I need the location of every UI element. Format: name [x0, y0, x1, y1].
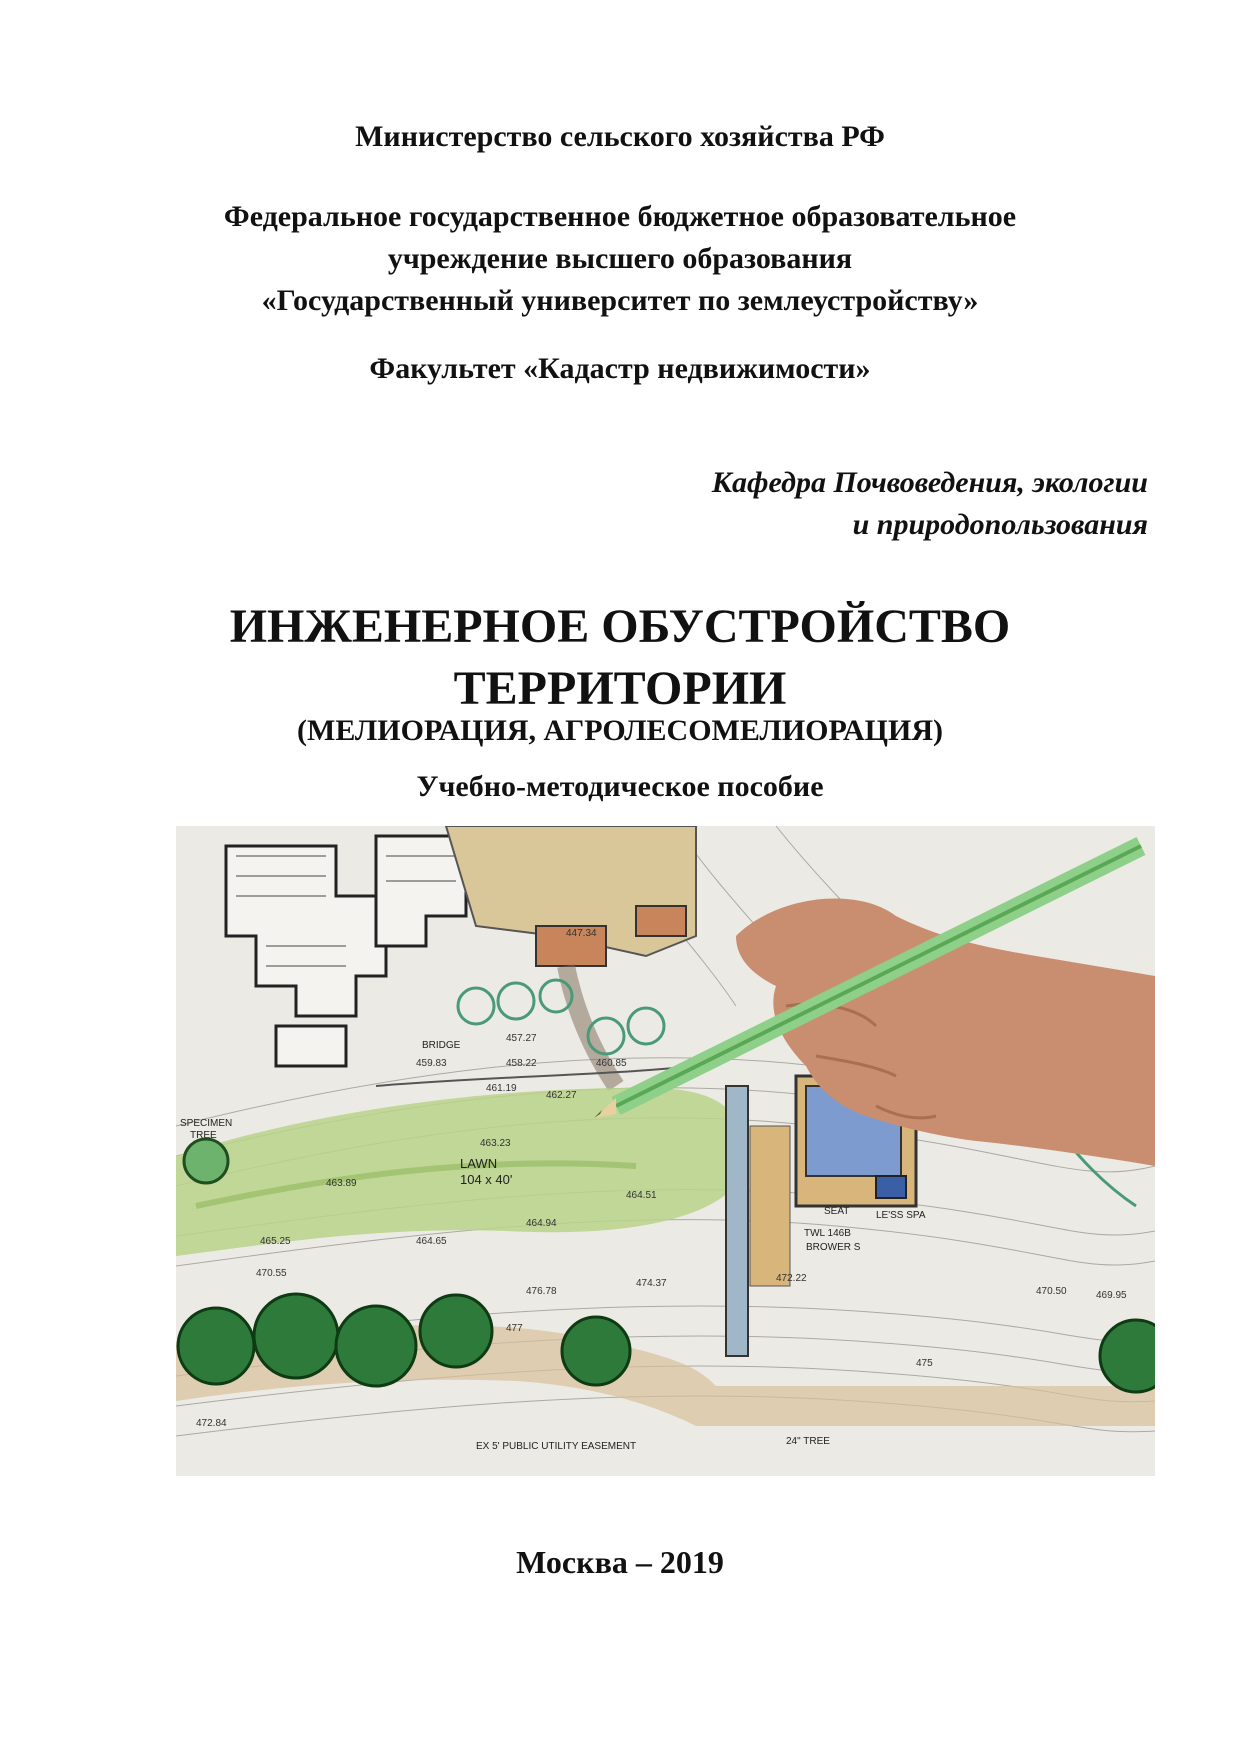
elevation-label: 458.22: [506, 1058, 537, 1069]
elevation-label: 475: [916, 1358, 933, 1369]
institution-line: Федеральное государственное бюджетное образовательное: [223, 200, 1017, 233]
city-year: Москва – 2019: [516, 1544, 724, 1580]
title-line: ИНЖЕНЕРНОЕ ОБУСТРОЙСТВО: [229, 600, 1011, 653]
map-label: 104 x 40': [460, 1172, 513, 1187]
ministry-name: Министерство сельского хозяйства РФ: [355, 120, 885, 153]
department-line: и природопользования: [852, 508, 1148, 541]
faculty-name: Факультет «Кадастр недвижимости»: [369, 352, 871, 385]
elevation-label: 462.27: [546, 1090, 577, 1101]
institution-line: «Государственный университет по землеустройству»: [261, 284, 979, 317]
elevation-label: 477: [506, 1323, 523, 1334]
map-label: BRIDGE: [422, 1040, 461, 1051]
map-label: TWL 146B: [804, 1228, 851, 1239]
title-line: ТЕРРИТОРИИ: [453, 662, 787, 715]
elevation-label: 465.25: [260, 1236, 291, 1247]
elevation-label: 464.94: [526, 1218, 557, 1229]
elevation-label: 464.51: [626, 1190, 657, 1201]
document-subtitle: (МЕЛИОРАЦИЯ, АГРОЛЕСОМЕЛИОРАЦИЯ): [297, 714, 943, 747]
elevation-label: 476.78: [526, 1286, 557, 1297]
map-label: EX 5' PUBLIC UTILITY EASEMENT: [476, 1441, 637, 1452]
elevation-label: 463.23: [480, 1138, 511, 1149]
document-kind: Учебно-методическое пособие: [416, 770, 824, 803]
institution-name: [0, 196, 1240, 322]
elevation-label: 472.84: [196, 1418, 227, 1429]
elevation-label: 461.19: [486, 1083, 517, 1094]
department-line: Кафедра Почвоведения, экологии: [711, 466, 1148, 499]
department-name: [712, 462, 1148, 546]
map-label: 24" TREE: [786, 1436, 830, 1447]
elevation-label: 469.95: [1096, 1290, 1127, 1301]
map-label: LE'SS SPA: [876, 1210, 926, 1221]
elevation-label: 463.89: [326, 1178, 357, 1189]
elevation-label: 447.34: [566, 928, 597, 939]
institution-line: учреждение высшего образования: [387, 242, 853, 275]
document-title: [0, 596, 1240, 720]
map-label: SEAT: [824, 1206, 850, 1217]
elevation-label: 464.65: [416, 1236, 447, 1247]
elevation-label: 460.85: [596, 1058, 627, 1069]
elevation-label: 474.37: [636, 1278, 667, 1289]
map-label: TREE: [190, 1130, 217, 1141]
elevation-label: 470.50: [1036, 1286, 1067, 1297]
elevation-label: 470.55: [256, 1268, 287, 1279]
cover-illustration: [176, 826, 1155, 1476]
map-label: SPECIMEN: [180, 1118, 233, 1129]
elevation-label: 459.83: [416, 1058, 447, 1069]
elevation-label: 472.22: [776, 1273, 807, 1284]
map-label: BROWER S: [806, 1242, 861, 1253]
map-label: LAWN: [460, 1156, 498, 1171]
elevation-label: 457.27: [506, 1033, 537, 1044]
